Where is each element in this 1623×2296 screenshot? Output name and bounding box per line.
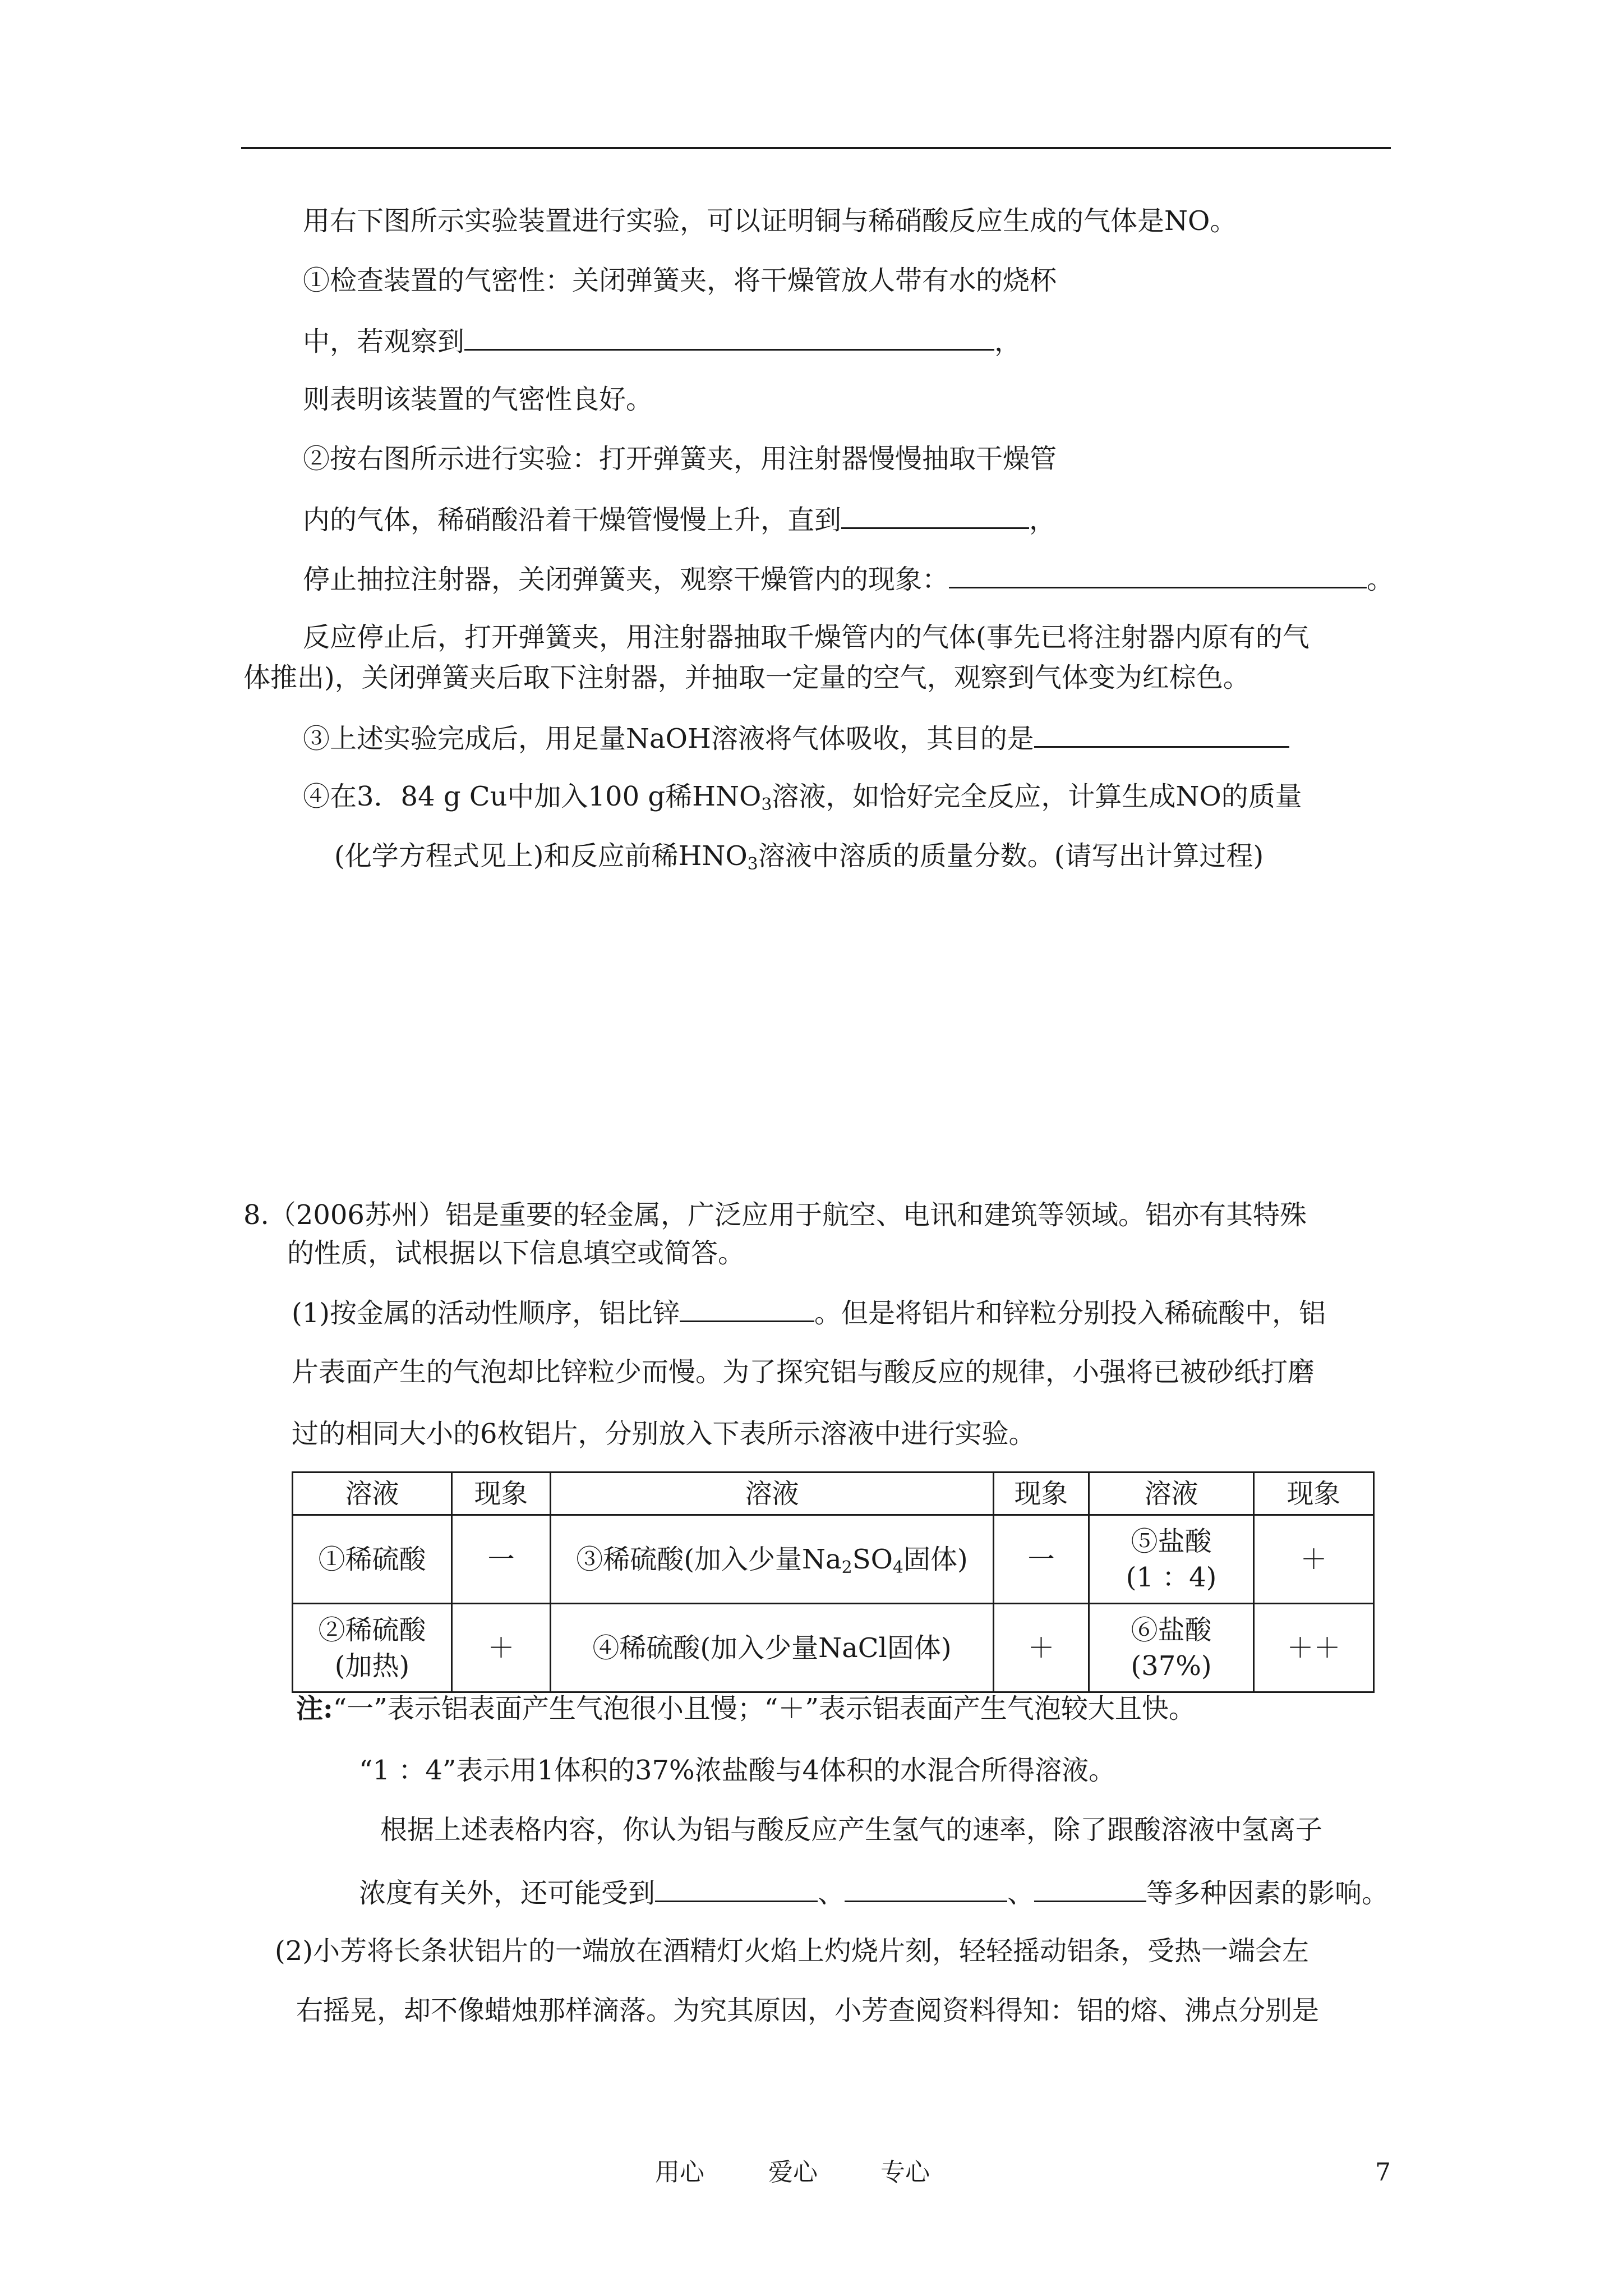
cell-text: ②稀硫酸 — [318, 1614, 426, 1646]
q7-step2-comma: ， — [1029, 504, 1057, 536]
table-cell: 一 — [994, 1515, 1089, 1604]
header-rule — [241, 147, 1391, 149]
q7-step2-text: 内的气体，稀硝酸沿着干燥管慢慢上升，直到 — [303, 504, 842, 536]
q7-blank-2[interactable] — [841, 501, 1029, 529]
note-text: “一”表示铝表面产生气泡很小且慢；“＋”表示铝表面产生气泡较大且快。 — [333, 1693, 1196, 1724]
cell-sub: 2 — [841, 1557, 852, 1577]
experiment-table — [292, 1471, 1375, 1693]
note-label: 注: — [296, 1693, 333, 1724]
analysis-sep: 、 — [1007, 1878, 1035, 1909]
cell-text: ⑥盐酸 — [1131, 1614, 1212, 1646]
cell-text: ⑤盐酸 — [1131, 1525, 1212, 1557]
table-cell — [1089, 1515, 1254, 1604]
cell-sub: 4 — [892, 1557, 904, 1577]
table-cell: ＋ — [1254, 1515, 1374, 1604]
q8-note-line2: “1 ：4”表示用1体积的37%浓盐酸与4体积的水混合所得溶液。 — [359, 1755, 1116, 1786]
table-cell: ＋ — [452, 1604, 551, 1692]
footer-word-3: 专心 — [880, 2158, 930, 2187]
table-row — [293, 1604, 1374, 1692]
q7-step2-line2 — [303, 501, 1056, 537]
footer-word-1: 用心 — [655, 2158, 704, 2187]
q8-title-line2: 的性质，试根据以下信息填空或简答。 — [287, 1237, 745, 1269]
analysis-text: 等多种因素的影响。 — [1146, 1878, 1389, 1909]
cell-text: (37%) — [1131, 1650, 1212, 1682]
q7-blank-3[interactable] — [949, 561, 1367, 588]
q7-para-line2: 体推出)，关闭弹簧夹后取下注射器，并抽取一定量的空气，观察到气体变为红棕色。 — [243, 662, 1250, 693]
q7-step1-comma: ， — [994, 326, 1022, 357]
analysis-sep: 、 — [818, 1878, 845, 1909]
cell-text: (加热) — [334, 1650, 410, 1682]
q7-step3-text: ③上述实验完成后，用足量NaOH溶液将气体吸收，其目的是 — [303, 723, 1034, 754]
q8-title-line1: 8.（2006苏州）铝是重要的轻金属，广泛应用于航空、电讯和建筑等领域。铝亦有其特殊 — [243, 1199, 1307, 1231]
cell-text: (1 ：4) — [1126, 1561, 1217, 1593]
table-cell: ＋ — [994, 1604, 1089, 1692]
q7-step4-line2 — [334, 839, 1264, 873]
q8-note-line1 — [296, 1692, 1196, 1726]
q7-step4-sub-b: 3 — [747, 854, 758, 874]
q7-para-line1: 反应停止后，打开弹簧夹，用注射器抽取千燥管内的气体(事先已将注射器内原有的气 — [303, 622, 1310, 653]
q8-p2-line2: 右摇晃，却不像蜡烛那样滴落。为究其原因，小芳查阅资料得知：铝的熔、沸点分别是 — [296, 1995, 1320, 2026]
cell-text: 固体) — [903, 1543, 968, 1575]
q7-step4-text-d: 溶液中溶质的质量分数。(请写出计算过程) — [758, 840, 1264, 872]
table-cell — [293, 1604, 452, 1692]
q7-intro: 用右下图所示实验装置进行实验，可以证明铜与稀硝酸反应生成的气体是NO。 — [303, 205, 1237, 237]
footer-word-2: 爱心 — [768, 2158, 818, 2187]
table-cell — [551, 1515, 994, 1604]
q7-step1-line3: 则表明该装置的气密性良好。 — [303, 384, 653, 415]
q7-step4-sub-a: 3 — [761, 795, 772, 815]
analysis-text: 浓度有关外，还可能受到 — [359, 1878, 656, 1909]
table-header: 现象 — [994, 1473, 1089, 1515]
q7-step2-line3 — [303, 561, 1394, 596]
q7-step2-period: 。 — [1367, 564, 1394, 595]
q8-p1-line3: 过的相同大小的6枚铝片，分别放入下表所示溶液中进行实验。 — [292, 1418, 1036, 1450]
cell-text: ③稀硫酸(加入少量Na — [576, 1543, 842, 1575]
q7-step1-line2 — [303, 323, 1021, 358]
q8-p1-line2: 片表面产生的气泡却比锌粒少而慢。为了探究铝与酸反应的规律，小强将已被砂纸打磨 — [292, 1356, 1315, 1388]
q8-blank-4[interactable] — [1034, 1875, 1146, 1902]
q8-blank-2[interactable] — [655, 1875, 818, 1902]
table-cell: ＋＋ — [1254, 1604, 1374, 1692]
q7-step2-line1: ②按右图所示进行实验：打开弹簧夹，用注射器慢慢抽取干燥管 — [303, 443, 1057, 475]
q7-step4-text-a: ④在3．84 g Cu中加入100 g稀HNO — [303, 781, 762, 812]
table-header: 溶液 — [293, 1473, 452, 1515]
q8-blank-1[interactable] — [680, 1295, 814, 1322]
q8-p2-line1: (2)小芳将长条状铝片的一端放在酒精灯火焰上灼烧片刻，轻轻摇动铝条，受热一端会左 — [275, 1935, 1309, 1967]
q8-analysis-line1: 根据上述表格内容，你认为铝与酸反应产生氢气的速率，除了跟酸溶液中氢离子 — [380, 1814, 1323, 1846]
q7-step4-text-c: (化学方程式见上)和反应前稀HNO — [334, 840, 748, 872]
page-number: 7 — [1375, 2158, 1391, 2187]
table-cell: 一 — [452, 1515, 551, 1604]
table-header: 溶液 — [551, 1473, 994, 1515]
q7-step1-text: 中，若观察到 — [303, 326, 465, 357]
table-cell: ④稀硫酸(加入少量NaCl固体) — [551, 1604, 994, 1692]
q8-p1-text-a: (1)按金属的活动性顺序，铝比锌 — [292, 1297, 680, 1329]
q8-p1-line1 — [292, 1295, 1326, 1330]
q7-step3 — [303, 720, 1289, 756]
table-header: 溶液 — [1089, 1473, 1254, 1515]
cell-text: SO — [852, 1543, 893, 1575]
q7-step2-observe-text: 停止抽拉注射器，关闭弹簧夹，观察干燥管内的现象： — [303, 564, 949, 595]
q8-blank-3[interactable] — [845, 1875, 1007, 1902]
table-cell: ①稀硫酸 — [293, 1515, 452, 1604]
table-header: 现象 — [1254, 1473, 1374, 1515]
q8-p1-text-b: 。但是将铝片和锌粒分别投入稀硫酸中，铝 — [814, 1297, 1326, 1329]
q8-analysis-line2 — [359, 1875, 1389, 1910]
table-cell — [1089, 1604, 1254, 1692]
q7-blank-4[interactable] — [1034, 720, 1289, 748]
table-header-row — [293, 1473, 1374, 1515]
table-header: 现象 — [452, 1473, 551, 1515]
table-row — [293, 1515, 1374, 1604]
q7-step1-line1: ①检查装置的气密性：关闭弹簧夹，将干燥管放人带有水的烧杯 — [303, 265, 1057, 296]
q7-step4-line1 — [303, 780, 1302, 813]
q7-blank-1[interactable] — [464, 323, 994, 351]
q7-step4-text-b: 溶液，如恰好完全反应，计算生成NO的质量 — [772, 781, 1302, 812]
